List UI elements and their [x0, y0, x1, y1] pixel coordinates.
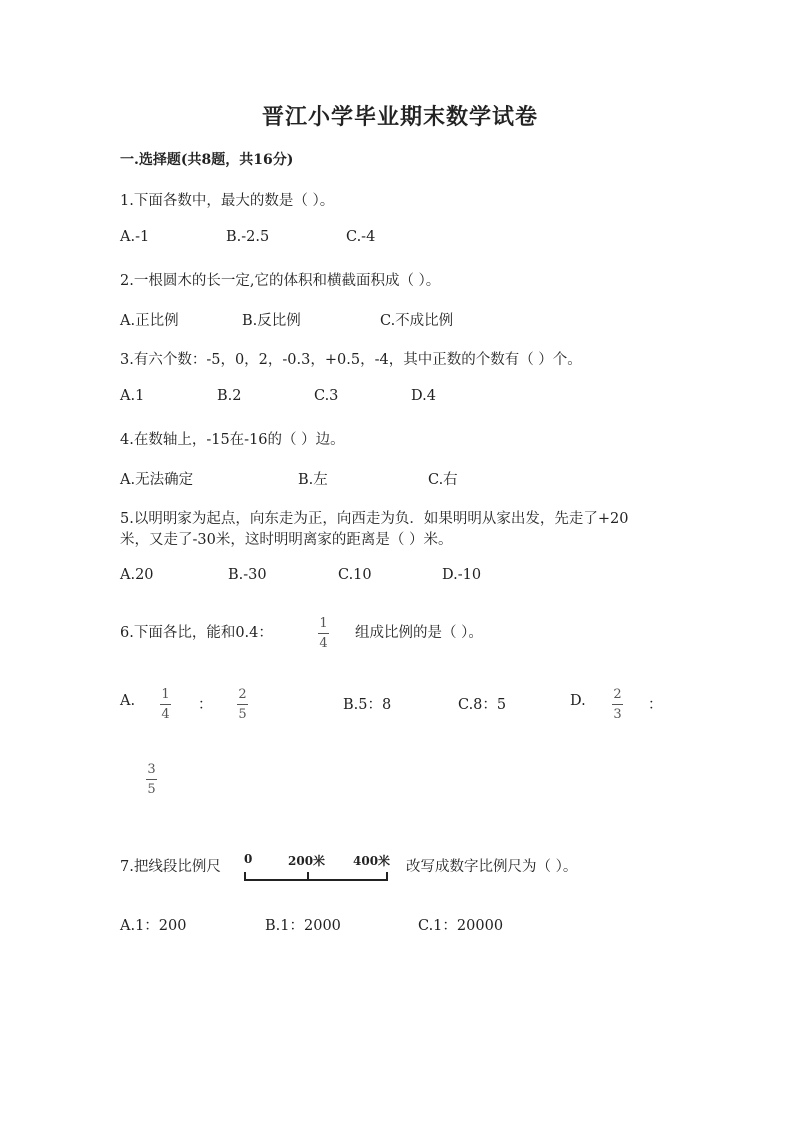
page-title: 晋江小学毕业期末数学试卷: [261, 104, 538, 130]
fraction-denominator: 5: [147, 782, 156, 797]
q6-option-b[interactable]: B.5：8: [343, 697, 392, 713]
q3-option-a[interactable]: A.1: [120, 388, 145, 404]
q4-option-c[interactable]: C.右: [428, 472, 458, 488]
q5-option-c[interactable]: C.10: [338, 567, 372, 583]
q1-option-a[interactable]: A.-1: [120, 229, 150, 245]
scale-line: [244, 879, 388, 881]
q5-option-d[interactable]: D.-10: [442, 567, 482, 583]
q3-option-b[interactable]: B.2: [217, 388, 242, 404]
q4-option-b[interactable]: B.左: [298, 472, 328, 488]
q6-option-a-fraction-2: [237, 688, 248, 721]
fraction-numerator: 2: [613, 687, 622, 702]
q5-option-b[interactable]: B.-30: [228, 567, 267, 583]
fraction-bar: [160, 704, 171, 705]
q6-option-d-fraction-2: [146, 763, 157, 796]
q6-option-a-label[interactable]: A.: [120, 693, 136, 709]
question-4: 4.在数轴上，-15在-16的（ ）边。: [120, 432, 345, 448]
fraction-numerator: 2: [238, 687, 247, 702]
question-6-text-before: 6.下面各比，能和0.4：: [120, 625, 273, 641]
question-6-fraction: [318, 617, 329, 650]
q7-option-a[interactable]: A.1：200: [120, 918, 187, 934]
scale-tick: [244, 872, 246, 881]
question-7-text-before: 7.把线段比例尺: [120, 859, 221, 875]
section-heading: 一.选择题(共8题，共16分): [120, 152, 294, 168]
fraction-denominator: 3: [613, 707, 622, 722]
q2-option-a[interactable]: A.正比例: [120, 313, 179, 329]
q1-option-c[interactable]: C.-4: [346, 229, 376, 245]
fraction-numerator: 1: [319, 616, 328, 631]
q6-option-d-fraction-1: [612, 688, 623, 721]
fraction-denominator: 5: [238, 707, 247, 722]
question-7-text-after: 改写成数字比例尺为（ ）。: [406, 859, 578, 875]
scale-label-0: 0: [244, 852, 253, 866]
q6-option-c[interactable]: C.8：5: [458, 697, 507, 713]
fraction-numerator: 1: [161, 687, 170, 702]
q7-option-b[interactable]: B.1：2000: [265, 918, 341, 934]
q1-option-b[interactable]: B.-2.5: [226, 229, 270, 245]
fraction-denominator: 4: [319, 636, 328, 651]
q4-option-a[interactable]: A.无法确定: [120, 472, 194, 488]
fraction-bar: [318, 633, 329, 634]
scale-label-200: 200米: [288, 854, 326, 868]
question-5-line-1: 5.以明明家为起点，向东走为正，向西走为负．如果明明从家出发，先走了+20: [120, 511, 629, 527]
fraction-bar: [146, 779, 157, 780]
question-2: 2.一根圆木的长一定,它的体积和横截面积成（ ）。: [120, 273, 441, 289]
q7-option-c[interactable]: C.1：20000: [418, 918, 504, 934]
scale-tick: [386, 872, 388, 881]
scale-label-400: 400米: [353, 854, 391, 868]
q6-option-a-colon: ：: [198, 697, 213, 713]
line-segment-scale: [244, 852, 394, 888]
question-3: 3.有六个数：-5，0，2，-0.3，+0.5，-4，其中正数的个数有（ ）个。: [120, 352, 582, 368]
fraction-numerator: 3: [147, 762, 156, 777]
q5-option-a[interactable]: A.20: [120, 567, 154, 583]
q6-option-d-label[interactable]: D.: [570, 693, 586, 709]
fraction-denominator: 4: [161, 707, 170, 722]
fraction-bar: [612, 704, 623, 705]
question-5-line-2: 米，又走了-30米，这时明明离家的距离是（ ）米。: [120, 532, 453, 548]
fraction-bar: [237, 704, 248, 705]
q2-option-b[interactable]: B.反比例: [242, 313, 301, 329]
question-6-text-after: 组成比例的是（ ）。: [355, 625, 483, 641]
scale-tick: [307, 872, 309, 881]
q3-option-d[interactable]: D.4: [411, 388, 436, 404]
q3-option-c[interactable]: C.3: [314, 388, 339, 404]
q6-option-a-fraction-1: [160, 688, 171, 721]
q6-option-d-colon: ：: [648, 697, 663, 713]
question-1: 1.下面各数中，最大的数是（ ）。: [120, 193, 335, 209]
q2-option-c[interactable]: C.不成比例: [380, 313, 454, 329]
